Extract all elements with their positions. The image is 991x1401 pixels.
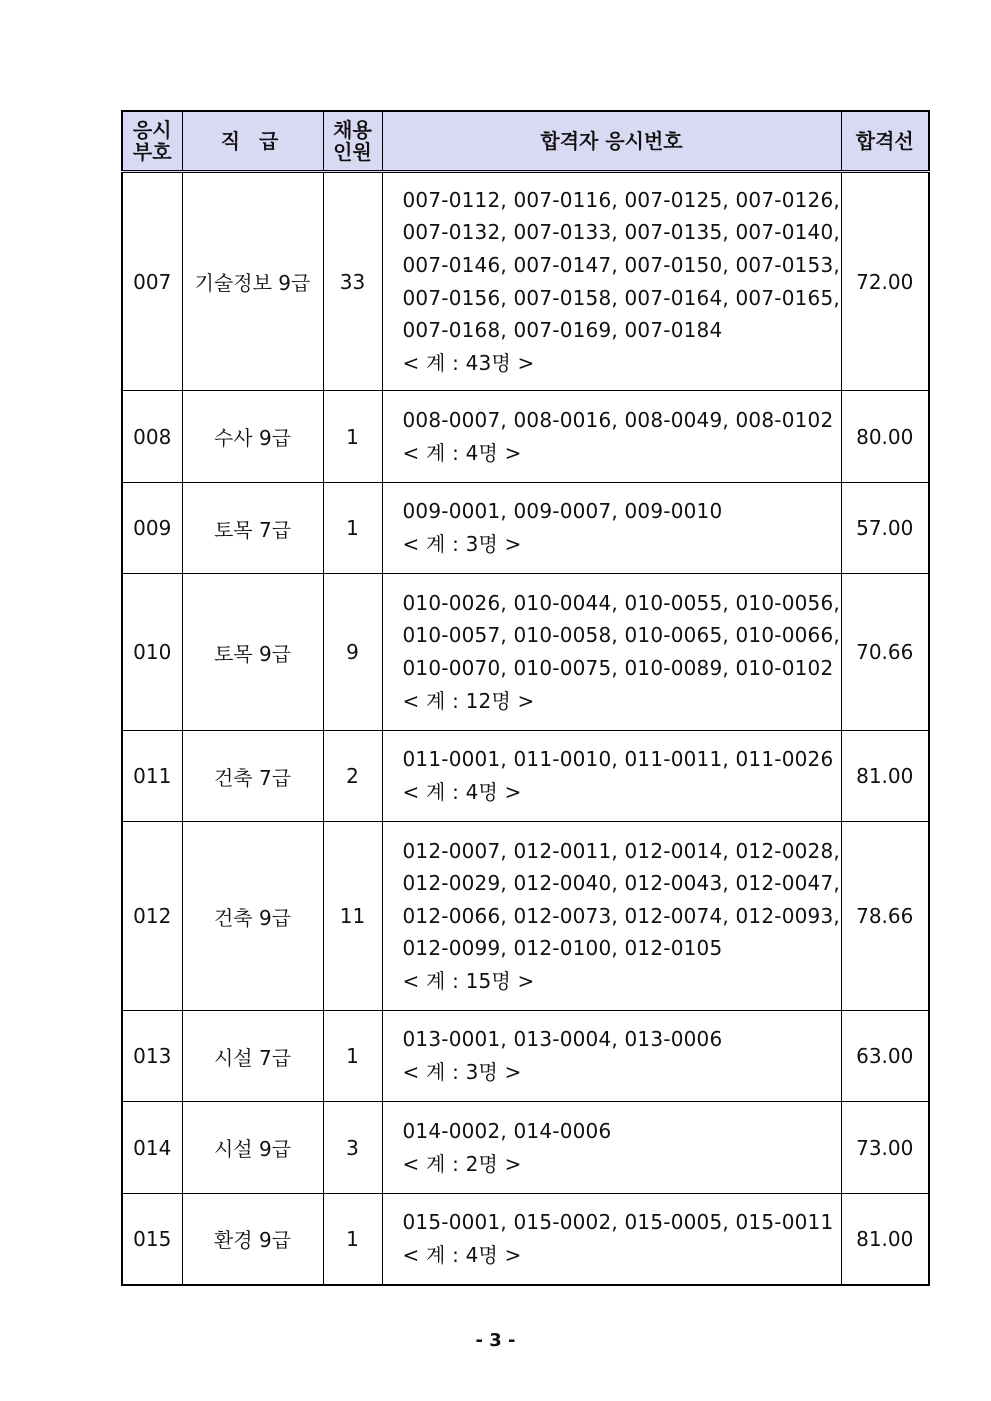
cutoff-score-cell: 73.00 (841, 1102, 929, 1194)
grade-cell: 토목 7급 (182, 483, 323, 574)
grade-cell: 환경 9급 (182, 1194, 323, 1285)
passed-numbers-line: 015-0001, 015-0002, 015-0005, 015-0011 (402, 1210, 834, 1235)
exam-code-cell: 007 (122, 172, 182, 391)
header-count: 채용 인원 (323, 111, 382, 172)
passed-numbers-cell (382, 1011, 841, 1102)
cutoff-score-cell: 81.00 (841, 731, 929, 822)
exam-code-cell: 014 (122, 1102, 182, 1194)
hiring-count-cell: 9 (323, 574, 382, 731)
passed-total: < 계 : 2명 > (402, 1151, 522, 1176)
passed-numbers-line: 013-0001, 013-0004, 013-0006 (402, 1027, 723, 1052)
grade-cell: 건축 9급 (182, 822, 323, 1011)
table-row (122, 391, 929, 483)
passed-numbers-line: 011-0001, 011-0010, 011-0011, 011-0026 (402, 747, 834, 772)
table-row (122, 574, 929, 731)
header-numbers: 합격자 응시번호 (382, 111, 841, 172)
cutoff-score-cell: 63.00 (841, 1011, 929, 1102)
table-row (122, 731, 929, 822)
exam-code-cell: 013 (122, 1011, 182, 1102)
passed-total: < 계 : 12명 > (402, 688, 535, 713)
passed-total: < 계 : 4명 > (402, 1242, 522, 1267)
grade-cell: 수사 9급 (182, 391, 323, 483)
page-number: - 3 - (475, 1330, 516, 1351)
passed-numbers-cell (382, 1194, 841, 1285)
exam-code-cell: 010 (122, 574, 182, 731)
results-table (121, 110, 930, 1286)
passed-numbers-line: 012-0099, 012-0100, 012-0105 (402, 936, 723, 961)
passed-numbers-line: 010-0070, 010-0075, 010-0089, 010-0102 (402, 656, 834, 680)
passed-numbers-cell (382, 822, 841, 1011)
hiring-count-cell: 3 (323, 1102, 382, 1194)
passed-numbers-line: 007-0168, 007-0169, 007-0184 (402, 318, 723, 343)
passed-total: < 계 : 15명 > (402, 968, 535, 993)
table-row (122, 483, 929, 574)
passed-numbers-line: 007-0132, 007-0133, 007-0135, 007-0140, (402, 220, 840, 245)
cutoff-score-cell: 57.00 (841, 483, 929, 574)
passed-numbers-line: 009-0001, 009-0007, 009-0010 (402, 499, 723, 524)
table-row (122, 172, 929, 391)
passed-numbers-line: 007-0146, 007-0147, 007-0150, 007-0153, (402, 252, 840, 277)
passed-numbers-line: 010-0057, 010-0058, 010-0065, 010-0066, (402, 623, 840, 648)
passed-total: < 계 : 3명 > (402, 1060, 522, 1084)
passed-numbers-line: 010-0026, 010-0044, 010-0055, 010-0056, (402, 590, 840, 615)
hiring-count-cell: 33 (323, 172, 382, 391)
cutoff-score-cell: 72.00 (841, 172, 929, 391)
passed-total: < 계 : 3명 > (402, 532, 522, 556)
passed-numbers-cell (382, 172, 841, 391)
passed-numbers-line: 007-0156, 007-0158, 007-0164, 007-0165, (402, 285, 840, 310)
passed-numbers-line: 007-0112, 007-0116, 007-0125, 007-0126, (402, 187, 840, 212)
hiring-count-cell: 1 (323, 1194, 382, 1285)
table-row (122, 1194, 929, 1285)
passed-numbers-cell (382, 391, 841, 483)
passed-numbers-line: 014-0002, 014-0006 (402, 1118, 612, 1143)
hiring-count-cell: 1 (323, 391, 382, 483)
passed-numbers-cell (382, 483, 841, 574)
cutoff-score-cell: 70.66 (841, 574, 929, 731)
passed-numbers-cell (382, 731, 841, 822)
hiring-count-cell: 2 (323, 731, 382, 822)
grade-cell: 시설 7급 (182, 1011, 323, 1102)
hiring-count-cell: 1 (323, 483, 382, 574)
passed-numbers-line: 012-0007, 012-0011, 012-0014, 012-0028, (402, 838, 840, 863)
passed-numbers-cell (382, 1102, 841, 1194)
header-grade: 직 급 (182, 111, 323, 172)
exam-code-cell: 011 (122, 731, 182, 822)
hiring-count-cell: 1 (323, 1011, 382, 1102)
table-row (122, 822, 929, 1011)
passed-numbers-line: 012-0066, 012-0073, 012-0074, 012-0093, (402, 903, 840, 928)
exam-code-cell: 012 (122, 822, 182, 1011)
cutoff-score-cell: 80.00 (841, 391, 929, 483)
cutoff-score-cell: 78.66 (841, 822, 929, 1011)
passed-numbers-cell (382, 574, 841, 731)
exam-code-cell: 015 (122, 1194, 182, 1285)
exam-code-cell: 009 (122, 483, 182, 574)
passed-numbers-line: 012-0029, 012-0040, 012-0043, 012-0047, (402, 871, 840, 896)
grade-cell: 기술정보 9급 (182, 172, 323, 391)
grade-cell: 토목 9급 (182, 574, 323, 731)
header-code: 응시 부호 (122, 111, 182, 172)
passed-total: < 계 : 4명 > (402, 780, 522, 804)
hiring-count-cell: 11 (323, 822, 382, 1011)
table-row (122, 1102, 929, 1194)
exam-code-cell: 008 (122, 391, 182, 483)
table-row (122, 1011, 929, 1102)
grade-cell: 시설 9급 (182, 1102, 323, 1194)
table-body (122, 172, 929, 1285)
grade-cell: 건축 7급 (182, 731, 323, 822)
cutoff-score-cell: 81.00 (841, 1194, 929, 1285)
header-cutoff: 합격선 (841, 111, 929, 172)
passed-total: < 계 : 4명 > (402, 440, 522, 465)
passed-numbers-line: 008-0007, 008-0016, 008-0049, 008-0102 (402, 407, 834, 432)
header-row (122, 111, 929, 172)
passed-total: < 계 : 43명 > (402, 350, 535, 375)
